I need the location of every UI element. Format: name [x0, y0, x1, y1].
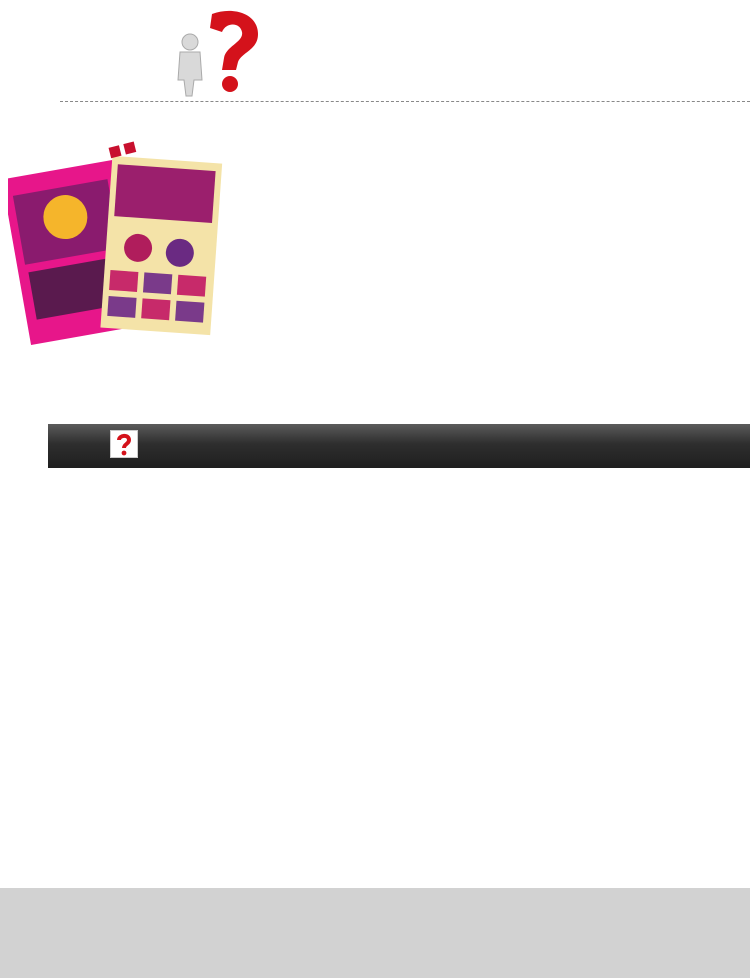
- material-header-bar: [48, 424, 750, 468]
- question-man-icon: [172, 8, 272, 98]
- paper-types-panel: [0, 888, 750, 978]
- about-title: ■■: [106, 137, 140, 161]
- sample-flyer-image: [8, 140, 223, 345]
- question-mark-icon: [110, 430, 138, 458]
- header-divider: [60, 101, 750, 102]
